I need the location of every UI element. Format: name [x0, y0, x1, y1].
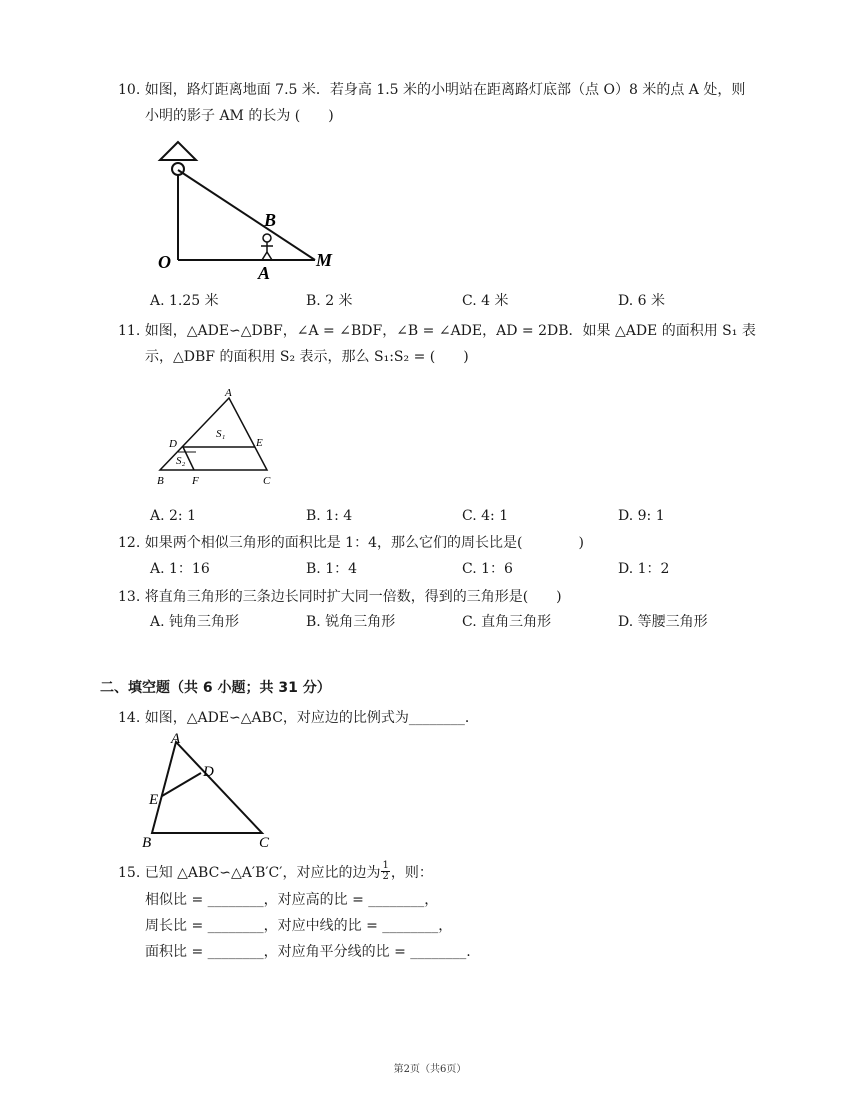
q11-option-d[interactable]: D. 9: 1: [618, 508, 665, 524]
q14-figure: [140, 730, 280, 852]
q12-option-c[interactable]: C. 1：6: [462, 561, 513, 577]
q13-option-d[interactable]: D. 等腰三角形: [618, 614, 708, 630]
lamp-shade: [160, 142, 196, 160]
fig14-label-B: B: [142, 835, 152, 851]
fig10-label-B: B: [264, 210, 277, 230]
q15-line3: 周长比 = ________，对应中线的比 = ________，: [145, 918, 453, 934]
fig11-label-C: C: [263, 475, 271, 487]
q10-options: [150, 291, 800, 311]
fig10-label-O: O: [158, 252, 171, 272]
fig11-label-A: A: [225, 387, 232, 399]
fig11-label-S2: S₂: [176, 455, 186, 467]
q10-option-d[interactable]: D. 6 米: [618, 293, 665, 309]
person-leg-right: [267, 252, 272, 260]
q11-option-a[interactable]: A. 2: 1: [150, 508, 196, 524]
q10-figure: [150, 138, 350, 288]
q11-options: [150, 506, 800, 526]
q13-option-b[interactable]: B. 锐角三角形: [306, 614, 396, 630]
fig11-label-E: E: [256, 437, 263, 449]
person-head: [263, 234, 271, 242]
q13-options: [150, 612, 800, 632]
q15-stem-line1: [118, 862, 433, 883]
light-ray: [178, 170, 315, 260]
page-footer: 第2页（共6页）: [393, 1064, 467, 1075]
q10-stem-line1: 10. 如图，路灯距离地面 7.5 米．若身高 1.5 米的小明站在距离路灯底部（点 O）8 米的点 A 处，则: [118, 82, 746, 98]
section-title: 二、填空题（共 6 小题；共 31 分）: [100, 680, 331, 696]
q15-fraction: [381, 861, 389, 882]
q12-option-a[interactable]: A. 1：16: [150, 561, 210, 577]
q12-options: [150, 559, 800, 579]
q15-line4: 面积比 = ________，对应角平分线的比 = ________.: [145, 944, 471, 960]
person-leg-left: [262, 252, 267, 260]
triangle-abc: [152, 742, 262, 833]
q12-option-d[interactable]: D. 1：2: [618, 561, 670, 577]
q14-stem: 14. 如图，△ADE∽△ABC，对应边的比例式为________．: [118, 710, 479, 726]
q10-stem-line2: 小明的影子 AM 的长为 ( ): [145, 108, 334, 124]
q15-fraction-numerator: 1: [382, 860, 389, 871]
q13-option-a[interactable]: A. 钝角三角形: [150, 614, 240, 630]
q12-stem: 12. 如果两个相似三角形的面积比是 1：4，那么它们的周长比是( ): [118, 535, 584, 551]
fig10-label-M: M: [316, 250, 333, 270]
q11-stem-line2: 示，△DBF 的面积用 S₂ 表示，那么 S₁:S₂ = ( ): [145, 349, 469, 365]
q12-option-b[interactable]: B. 1：4: [306, 561, 358, 577]
q10-option-b[interactable]: B. 2 米: [306, 293, 353, 309]
q11-figure: [150, 384, 280, 489]
q15-line2: 相似比 = ________，对应高的比 = ________，: [145, 892, 439, 908]
fig14-label-D: D: [203, 764, 214, 780]
q11-option-c[interactable]: C. 4: 1: [462, 508, 509, 524]
fig11-label-B: B: [157, 475, 164, 487]
q15-fraction-denominator: 2: [382, 871, 389, 882]
fig11-label-D: D: [169, 438, 177, 450]
fig14-label-A: A: [171, 731, 181, 747]
q10-option-a[interactable]: A. 1.25 米: [150, 293, 219, 309]
q13-stem: 13. 将直角三角形的三条边长同时扩大同一倍数，得到的三角形是( ): [118, 589, 562, 605]
q11-stem-line1: 11. 如图，△ADE∽△DBF，∠A = ∠BDF，∠B = ∠ADE，AD = 2DB．如果 △ADE 的面积用 S₁ 表: [118, 323, 756, 339]
fig10-label-A: A: [258, 263, 271, 283]
q15-stem-prefix: 15. 已知 △ABC∽△A′B′C′，对应比的边为: [118, 864, 381, 881]
fig11-label-F: F: [192, 475, 199, 487]
q15-stem-suffix: ，则：: [390, 864, 433, 881]
fig14-label-C: C: [259, 835, 270, 851]
q13-option-c[interactable]: C. 直角三角形: [462, 614, 552, 630]
q10-option-c[interactable]: C. 4 米: [462, 293, 509, 309]
fig11-label-S1: S₁: [216, 428, 226, 440]
fig14-label-E: E: [149, 792, 159, 808]
q11-option-b[interactable]: B. 1: 4: [306, 508, 353, 524]
